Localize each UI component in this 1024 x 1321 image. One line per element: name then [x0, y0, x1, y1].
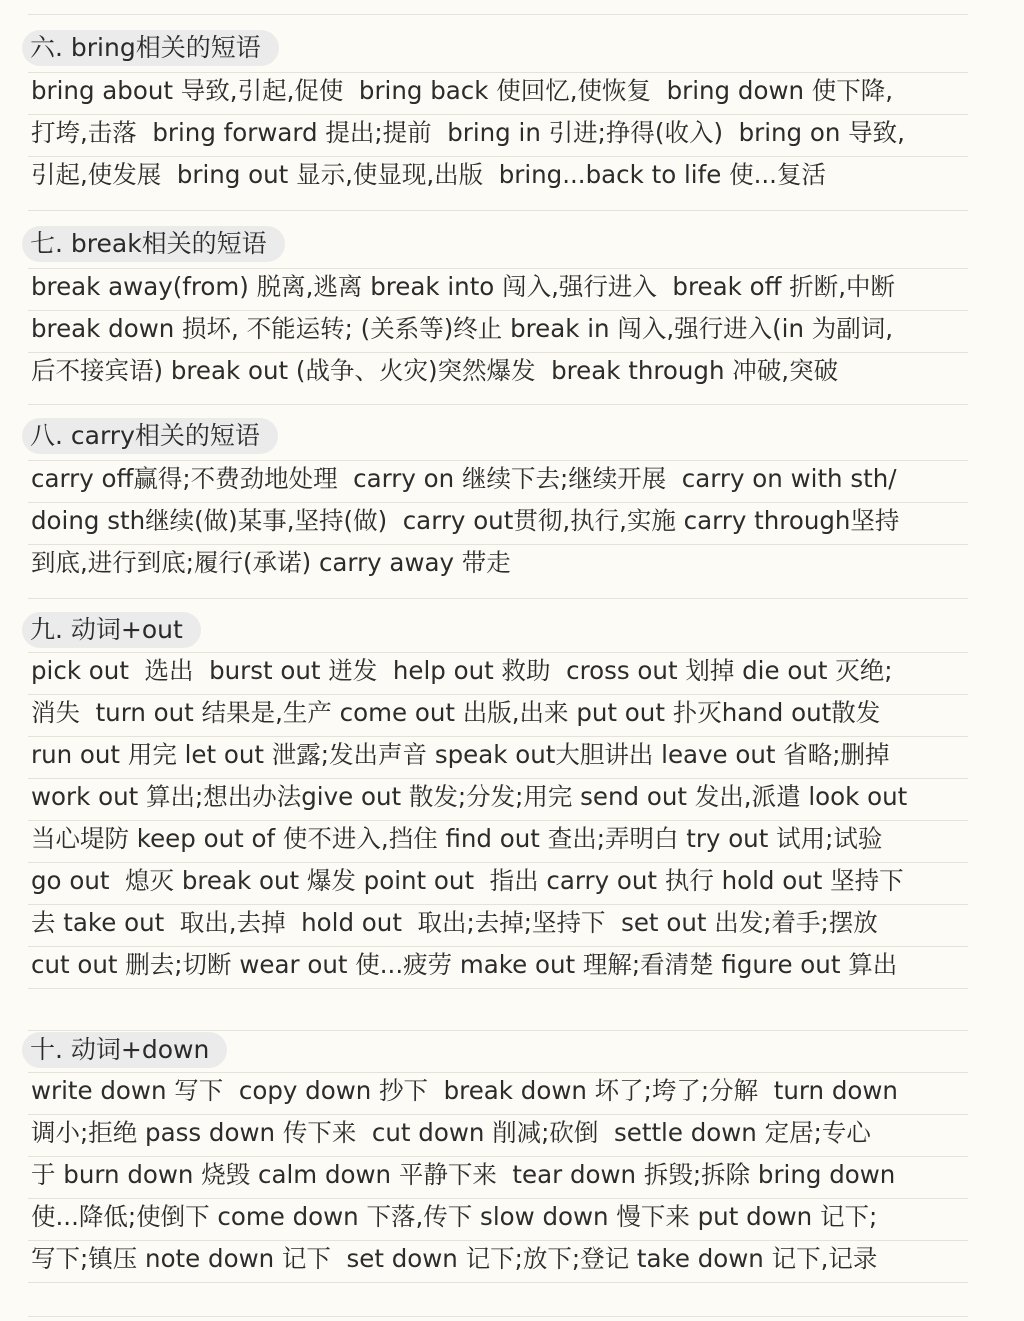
phrase-line: 写下;镇压 note down 记下 set down 记下;放下;登记 take down 记下,记录 — [31, 1244, 878, 1273]
phrase-line: 后不接宾语) break out (战争、火灾)突然爆发 break through 冲破,突破 — [31, 356, 839, 385]
section-heading: 七. break相关的短语 — [22, 226, 285, 262]
phrase-line: 到底,进行到底;履行(承诺) carry away 带走 — [31, 548, 511, 577]
rule-line — [28, 1282, 968, 1283]
section-heading: 八. carry相关的短语 — [22, 418, 278, 454]
phrase-line: break down 损坏, 不能运转; (关系等)终止 break in 闯入,强行进入(in 为副词, — [31, 314, 894, 343]
phrase-line: bring about 导致,引起,促使 bring back 使回忆,使恢复 bring down 使下降, — [31, 76, 894, 105]
phrase-line: 打垮,击落 bring forward 提出;提前 bring in 引进;挣得(收入) bring on 导致, — [31, 118, 905, 147]
section-heading: 六. bring相关的短语 — [22, 30, 279, 66]
phrase-line: 当心堤防 keep out of 使不进入,挡住 find out 查出;弄明白 try out 试用;试验 — [31, 824, 883, 853]
phrase-line: 使...降低;使倒下 come down 下落,传下 slow down 慢下来 put down 记下; — [31, 1202, 878, 1231]
rule-line — [28, 14, 968, 15]
section-heading: 十. 动词+down — [22, 1032, 227, 1068]
phrase-line: 调小;拒绝 pass down 传下来 cut down 削减;砍倒 settle down 定居;专心 — [31, 1118, 871, 1147]
rule-line — [28, 404, 968, 405]
phrase-line: write down 写下 copy down 抄下 break down 坏了;垮了;分解 turn down — [31, 1076, 898, 1105]
phrase-line: carry off赢得;不费劲地处理 carry on 继续下去;继续开展 carry on with sth/ — [31, 464, 897, 493]
phrase-line: cut out 删去;切断 wear out 使...疲劳 make out 理解;看清楚 figure out 算出 — [31, 950, 898, 979]
phrase-line: 消失 turn out 结果是,生产 come out 出版,出来 put out 扑灭hand out散发 — [31, 698, 881, 727]
rule-line — [28, 988, 968, 989]
rule-line — [28, 598, 968, 599]
phrase-line: pick out 选出 burst out 迸发 help out 救助 cross out 划掉 die out 灭绝; — [31, 656, 893, 685]
section-heading: 九. 动词+out — [22, 612, 201, 648]
rule-line — [28, 210, 968, 211]
phrase-line: 于 burn down 烧毁 calm down 平静下来 tear down 拆毁;拆除 bring down — [31, 1160, 896, 1189]
phrase-line: 引起,使发展 bring out 显示,使显现,出版 bring...back to life 使...复活 — [31, 160, 826, 189]
phrase-line: go out 熄灭 break out 爆发 point out 指出 carry out 执行 hold out 坚持下 — [31, 866, 904, 895]
phrase-line: 去 take out 取出,去掉 hold out 取出;去掉;坚持下 set out 出发;着手;摆放 — [31, 908, 878, 937]
phrase-line: doing sth继续(做)某事,坚持(做) carry out贯彻,执行,实施 carry through坚持 — [31, 506, 900, 535]
rule-line — [28, 1316, 968, 1317]
phrase-line: work out 算出;想出办法give out 散发;分发;用完 send out 发出,派遣 look out — [31, 782, 908, 811]
phrase-line: break away(from) 脱离,逃离 break into 闯入,强行进入 break off 折断,中断 — [31, 272, 896, 301]
rule-line — [28, 1030, 968, 1031]
phrase-line: run out 用完 let out 泄露;发出声音 speak out大胆讲出 leave out 省略;删掉 — [31, 740, 890, 769]
